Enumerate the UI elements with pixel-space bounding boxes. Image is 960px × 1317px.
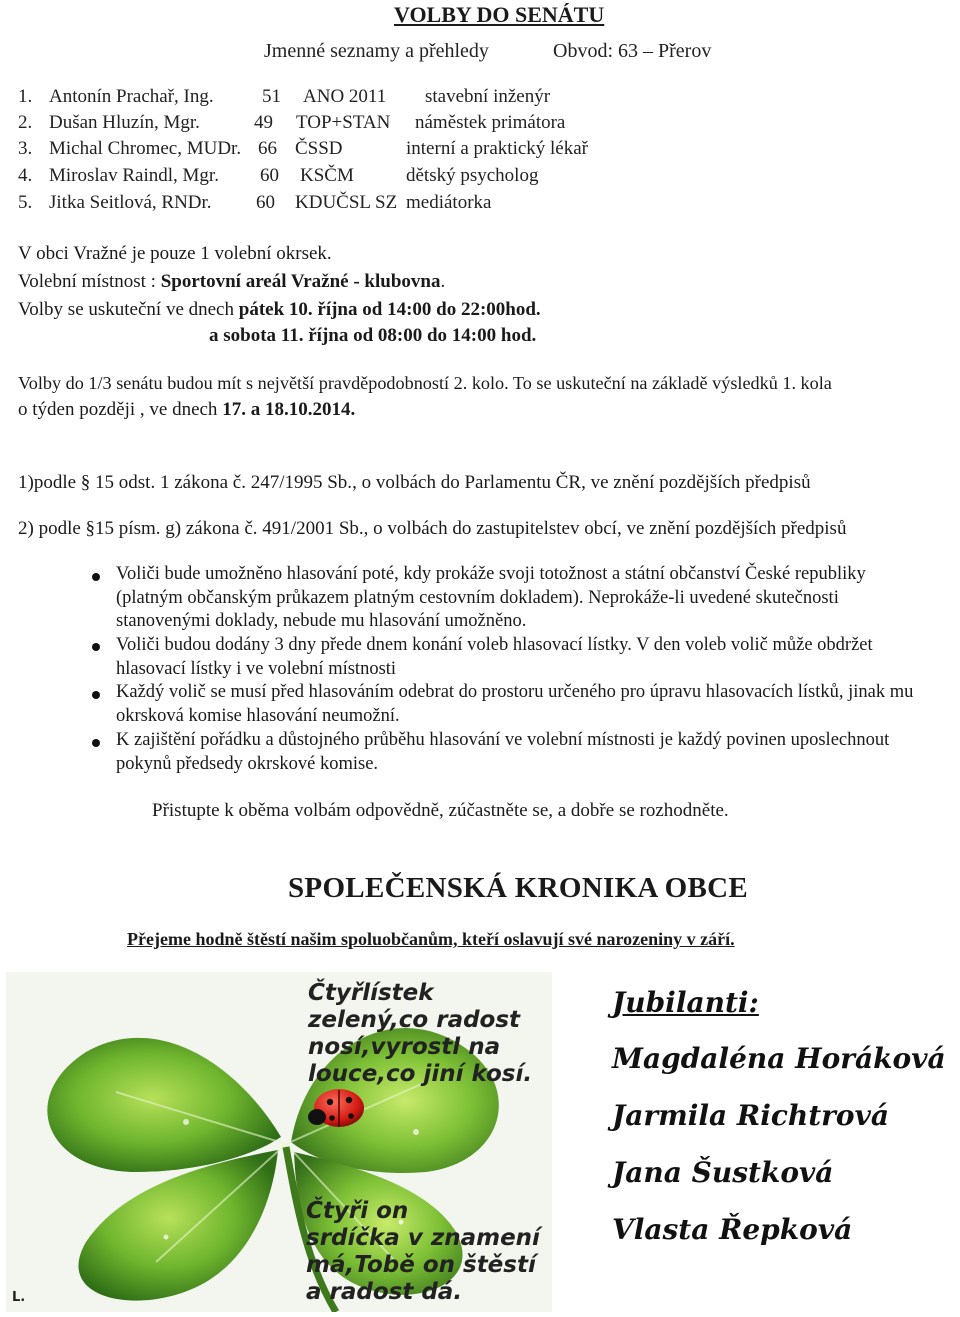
candidate-job: interní a praktický lékař xyxy=(406,138,589,159)
jubilant-name: Jarmila Richtrová xyxy=(612,1099,890,1132)
volby-label: Volby se uskuteční ve dnech xyxy=(18,299,239,320)
kolo-text-1: Volby do 1/3 senátu budou mít s největší pravděpodobností 2. kolo. To se uskuteční na základě výsledků 1. kola xyxy=(18,373,832,393)
volebni-mistnost-line xyxy=(18,271,445,293)
candidate-number: 3. xyxy=(18,138,33,159)
law1-text: 1)podle § 15 odst. 1 zákona č. 247/1995 xyxy=(18,472,328,493)
candidate-number: 4. xyxy=(18,165,33,186)
jubilanti-heading: Jubilanti: xyxy=(612,986,759,1019)
list-item: Voliči budou dodány 3 dny přede dnem konání voleb hlasovací lístky. V den voleb volič může obdržet hlasovací lístky i ve volební místnosti xyxy=(116,635,873,679)
candidate-age: 60 xyxy=(256,192,275,213)
volby-date-saturday: a sobota 11. října od 08:00 do 14:00 hod. xyxy=(209,325,537,346)
candidate-name: Miroslav Raindl, Mgr. xyxy=(49,165,219,186)
candidate-number: 1. xyxy=(18,86,33,107)
law-reference-1 xyxy=(18,472,811,494)
mistnost-label: Volební místnost : xyxy=(18,271,161,292)
candidate-job: náměstek primátora xyxy=(415,112,566,133)
candidate-age: 51 xyxy=(262,86,281,107)
kronika-wish: Přejeme hodně štěstí našim spoluobčanům, kteří oslavují své narozeniny v září. xyxy=(127,929,735,949)
poem-line: louce,co jiní kosí. xyxy=(308,1061,533,1087)
kolo-text-2 xyxy=(18,399,355,421)
bullet-icon xyxy=(92,573,100,581)
volby-dates-line-2 xyxy=(209,325,536,347)
candidate-age: 49 xyxy=(254,112,273,133)
poem-line: nosí,vyrostl na xyxy=(308,1034,501,1060)
candidate-number: 5. xyxy=(18,192,33,213)
candidate-age: 60 xyxy=(260,165,279,186)
card-signature: L. xyxy=(12,1290,26,1305)
poem-line: a radost dá. xyxy=(306,1279,463,1305)
candidate-party: ANO 2011 xyxy=(303,86,387,107)
candidate-name: Jitka Seitlová, RNDr. xyxy=(49,192,212,213)
list-item: Každý volič se musí před hlasováním odebrat do prostoru určeného pro úpravu hlasovacích lístků, jinak mu okrsková komise hlasování neumožní. xyxy=(116,682,914,726)
poem-line: Čtyřlístek xyxy=(308,980,434,1006)
candidate-name: Michal Chromec, MUDr. xyxy=(49,138,242,159)
law2-suffix: , o volbách do zastupitelstev obcí, ve znění pozdějších předpisů xyxy=(363,518,847,539)
subtitle-right: Obvod: 63 – Přerov xyxy=(553,40,712,62)
jubilant-name: Vlasta Řepková xyxy=(612,1213,853,1246)
mistnost-suffix: . xyxy=(440,271,446,292)
kolo-dates: 17. a 18.10.2014. xyxy=(222,399,356,420)
list-item: Voliči bude umožněno hlasování poté, kdy prokáže svoji totožnost a státní občanství České republiky (platným občanským průkazem platným cestovním dokladem). Neprokáže-li uvedené skutečnosti stanovenými doklady, nebude mu hlasování umožněno. xyxy=(116,564,866,631)
law1-suffix: , o volbách do Parlamentu ČR, ve znění pozdějších předpisů xyxy=(352,472,811,493)
jubilant-name: Magdaléna Horáková xyxy=(612,1042,946,1075)
poem-line: zelený,co radost xyxy=(308,1007,521,1033)
clover-card-image xyxy=(6,972,552,1312)
appeal-text: Přistupte k oběma volbám odpovědně, zúčastněte se, a dobře se rozhodněte. xyxy=(152,800,729,821)
poem-line: srdíčka v znamení xyxy=(306,1225,540,1251)
candidate-name: Dušan Hluzín, Mgr. xyxy=(49,112,200,133)
candidate-party: ČSSD xyxy=(295,138,343,159)
law-reference-2 xyxy=(18,518,846,540)
okrsek-text: V obci Vražné je pouze 1 volební okrsek. xyxy=(18,243,332,264)
candidate-party: KDUČSL SZ xyxy=(295,192,398,213)
law2-sb: Sb. xyxy=(338,518,364,539)
candidate-number: 2. xyxy=(18,112,33,133)
bullet-icon xyxy=(92,643,100,651)
law1-sb: Sb. xyxy=(327,472,353,493)
volby-dates-line xyxy=(18,299,541,321)
volby-date-friday: pátek 10. října od 14:00 do 22:00hod. xyxy=(238,299,541,320)
poem-bottom xyxy=(306,1198,540,1306)
candidate-job: mediátorka xyxy=(406,192,492,213)
list-item: K zajištění pořádku a důstojného průběhu hlasování ve volební místnosti je každý povinen uposlechnout pokynů předsedy okrskové komise. xyxy=(116,730,890,774)
poem-line: Čtyři on xyxy=(306,1198,409,1224)
poem-line: má,Tobě on štěstí xyxy=(306,1252,536,1278)
candidate-party: TOP+STAN xyxy=(296,112,391,133)
bullet-icon xyxy=(92,739,100,747)
candidate-name: Antonín Prachař, Ing. xyxy=(49,86,214,107)
candidate-age: 66 xyxy=(258,138,277,159)
jubilant-name: Jana Šustková xyxy=(612,1156,834,1189)
bullet-icon xyxy=(92,691,100,699)
candidate-job: stavební inženýr xyxy=(425,86,551,107)
kolo-prefix: o týden později , ve dnech xyxy=(18,399,223,420)
kronika-title: SPOLEČENSKÁ KRONIKA OBCE xyxy=(288,872,749,904)
page-title: VOLBY DO SENÁTU xyxy=(394,2,605,27)
candidate-party: KSČM xyxy=(300,165,354,186)
law2-text: 2) podle §15 písm. g) zákona č. 491/2001 xyxy=(18,518,339,539)
mistnost-place: Sportovní areál Vražné - klubovna xyxy=(160,271,441,292)
candidate-job: dětský psycholog xyxy=(406,165,539,186)
poem-top xyxy=(308,980,532,1088)
subtitle-left: Jmenné seznamy a přehledy xyxy=(264,40,489,62)
